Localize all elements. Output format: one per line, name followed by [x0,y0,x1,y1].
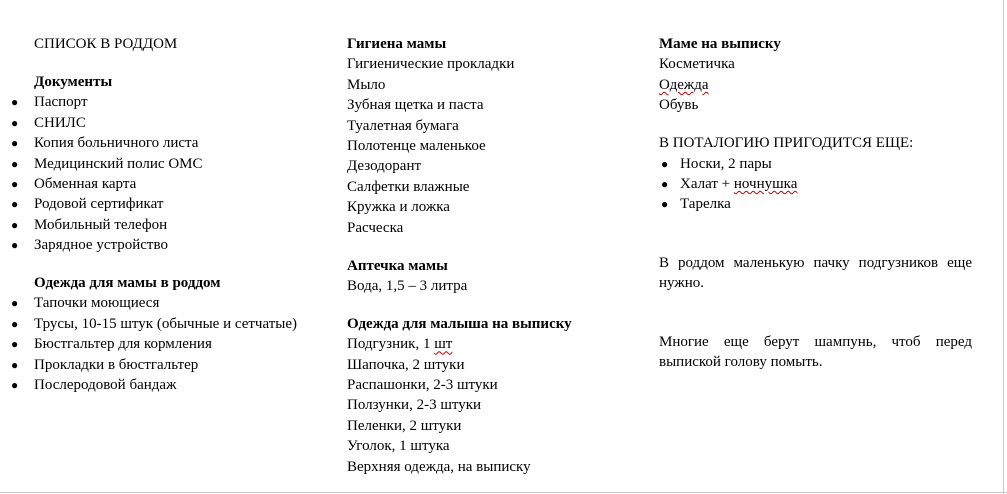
list-item: Дезодорант [347,158,422,175]
page-edge-right [1003,0,1004,494]
list-item: ● Зарядное устройство [34,235,339,255]
documents-heading: Документы [34,73,113,90]
bullet-icon: ● [11,337,19,352]
bullet-icon: ● [11,296,19,311]
list-item: ● СНИЛС [34,113,339,133]
list-item: Обувь [659,97,699,114]
note-paragraph: Многие еще берут шампунь, чтоб перед выпиской голову помыть. [659,333,972,370]
postnatal-heading: В ПОТАЛОГИЮ ПРИГОДИТСЯ ЕЩЕ: [659,135,914,152]
list-item: Верхняя одежда, на выписку [347,458,531,475]
list-item: ● Медицинский полис ОМС [34,154,339,174]
list-item: Подгузник, 1 шт [347,336,453,353]
pharmacy-heading: Аптечка мамы [347,257,448,274]
list-item: ● Копия больничного листа [34,133,339,153]
column-left [11,34,339,395]
list-item: ● Прокладки в бюстгальтер [34,355,339,375]
bullet-icon: ● [11,197,19,212]
bullet-icon: ● [11,316,19,331]
list-item: Косметичка [659,56,735,73]
bullet-icon: ● [11,378,19,393]
list-item: ● Родовой сертификат [34,194,339,214]
list-item: Зубная щетка и паста [347,97,484,114]
postnatal-list [659,154,972,215]
hygiene-heading: Гигиена мамы [347,36,447,52]
list-item: Гигиенические прокладки [347,56,515,73]
clothes-list [11,293,339,395]
list-item: Распашонки, 2-3 штуки [347,377,498,394]
list-item: Ползунки, 2-3 штуки [347,397,482,414]
bullet-icon: ● [11,115,19,130]
bullet-icon: ● [11,156,19,171]
list-item: ● Послеродовой бандаж [34,375,339,395]
bullet-icon: ● [661,176,669,191]
bullet-icon: ● [11,176,19,191]
discharge-heading: Маме на выписку [659,36,781,52]
list-item: ● Трусы, 10-15 штук (обычные и сетчатые) [34,314,339,334]
list-item: Кружка и ложка [347,199,450,216]
list-item: Салфетки влажные [347,178,470,195]
list-item: ● Тапочки моющиеся [34,293,339,313]
clothes-heading: Одежда для мамы в роддом [34,275,221,292]
spellcheck-word: Одежда [659,76,709,93]
baby-clothes-heading: Одежда для малыша на выписку [347,315,572,332]
bullet-icon: ● [11,238,19,253]
bullet-icon: ● [11,217,19,232]
list-item: Мыло [347,76,386,93]
list-item: Вода, 1,5 – 3 литра [347,277,468,294]
list-item: ● Бюстгальтер для кормления [34,334,339,354]
column-middle [347,34,647,477]
list-item: Шапочка, 2 штуки [347,356,465,373]
documents-list [11,92,339,255]
page-edge-bottom [0,492,1007,493]
bullet-icon: ● [661,156,669,171]
list-item: ● Обменная карта [34,174,339,194]
list-item: Расческа [347,219,404,236]
column-right [659,34,972,372]
bullet-icon: ● [11,357,19,372]
list-item: ● Паспорт [34,92,339,112]
list-item: Туалетная бумага [347,117,459,134]
list-item [659,75,972,95]
list-item: Полотенце маленькое [347,137,486,154]
list-title: СПИСОК В РОДДОМ [34,36,178,52]
note-paragraph: В роддом маленькую пачку подгузников еще нужно. [659,254,972,292]
list-item: ● Халат + ночнушка [659,174,972,194]
list-item: ● Мобильный телефон [34,215,339,235]
bullet-icon: ● [11,95,19,110]
bullet-icon: ● [11,136,19,151]
spellcheck-word: шт [434,336,453,353]
list-item: Пеленки, 2 штуки [347,417,462,434]
spellcheck-word: ночнушка [733,175,798,192]
list-item: ● Тарелка [659,194,972,214]
list-item: Уголок, 1 штука [347,438,450,455]
list-item: ● Носки, 2 пары [659,154,972,174]
bullet-icon: ● [661,197,669,212]
